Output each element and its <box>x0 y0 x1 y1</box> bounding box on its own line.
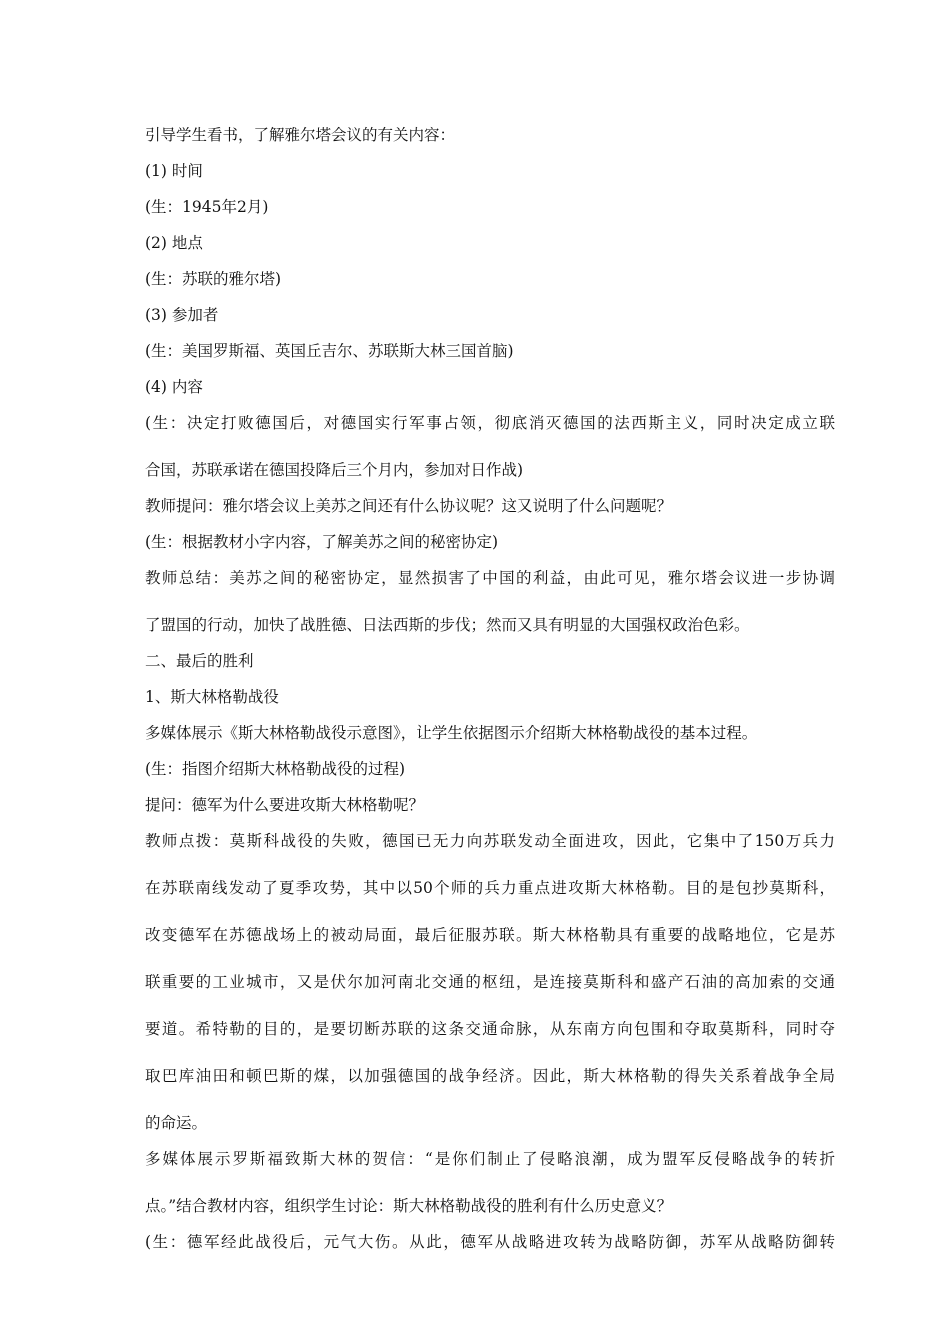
text-line-answer-participants: (生：美国罗斯福、英国丘吉尔、苏联斯大林三国首脑) <box>145 342 514 360</box>
text-line-teacher-question: 教师提问：雅尔塔会议上美苏之间还有什么协议呢？这又说明了什么问题呢？ <box>145 497 673 515</box>
text-line-teacher-hint-4: 联重要的工业城市，又是伏尔加河南北交通的枢纽，是连接莫斯科和盛产石油的高加索的交通 <box>145 973 835 991</box>
text-line-teacher-hint-3: 改变德军在苏德战场上的被动局面，最后征服苏联。斯大林格勒具有重要的战略地位，它是苏 <box>145 926 835 944</box>
text-line-teacher-hint-2: 在苏联南线发动了夏季攻势，其中以50个师的兵力重点进攻斯大林格勒。目的是包抄莫斯科， <box>145 879 835 897</box>
text-line-answer-time: (生：1945年2月) <box>145 198 269 216</box>
section-heading: 二、最后的胜利 <box>145 652 254 670</box>
text-line-teacher-hint-7: 的命运。 <box>145 1114 208 1132</box>
text-line-multimedia-letter-2: 点。”结合教材内容，组织学生讨论：斯大林格勒战役的胜利有什么历史意义？ <box>145 1197 673 1215</box>
document-body <box>145 124 835 1253</box>
text-line-student-significance: (生：德军经此战役后，元气大伤。从此，德军从战略进攻转为战略防御，苏军从战略防御转 <box>145 1233 835 1251</box>
text-line-answer-content-2: 合国，苏联承诺在德国投降后三个月内，参加对日作战) <box>145 461 524 479</box>
text-line-question-why: 提问：德军为什么要进攻斯大林格勒呢？ <box>145 796 425 814</box>
text-line-item-content: (4) 内容 <box>145 378 203 396</box>
text-line-student-answer: (生：根据教材小字内容，了解美苏之间的秘密协定) <box>145 533 499 551</box>
text-line-item-place: (2) 地点 <box>145 234 203 252</box>
subsection-heading: 1、斯大林格勒战役 <box>145 688 279 706</box>
text-line-teacher-summary-1: 教师总结：美苏之间的秘密协定，显然损害了中国的利益，由此可见，雅尔塔会议进一步协调 <box>145 569 835 587</box>
text-line-intro: 引导学生看书，了解雅尔塔会议的有关内容： <box>145 126 456 144</box>
text-line-multimedia-map: 多媒体展示《斯大林格勒战役示意图》，让学生依据图示介绍斯大林格勒战役的基本过程。 <box>145 724 758 742</box>
text-line-item-participants: (3) 参加者 <box>145 306 219 324</box>
text-line-multimedia-letter-1: 多媒体展示罗斯福致斯大林的贺信：“是你们制止了侵略浪潮，成为盟军反侵略战争的转折 <box>145 1150 835 1168</box>
text-line-teacher-hint-6: 取巴库油田和顿巴斯的煤，以加强德国的战争经济。因此，斯大林格勒的得失关系着战争全局 <box>145 1067 835 1085</box>
text-line-teacher-hint-1: 教师点拨：莫斯科战役的失败，德国已无力向苏联发动全面进攻，因此，它集中了150万兵力 <box>145 832 835 850</box>
text-line-student-map: (生：指图介绍斯大林格勒战役的过程) <box>145 760 406 778</box>
text-line-answer-place: (生：苏联的雅尔塔) <box>145 270 282 288</box>
text-line-answer-content-1: (生：决定打败德国后，对德国实行军事占领，彻底消灭德国的法西斯主义，同时决定成立联 <box>145 414 835 432</box>
text-line-item-time: (1) 时间 <box>145 162 203 180</box>
text-line-teacher-hint-5: 要道。希特勒的目的，是要切断苏联的这条交通命脉，从东南方向包围和夺取莫斯科，同时夺 <box>145 1020 835 1038</box>
text-line-teacher-summary-2: 了盟国的行动，加快了战胜德、日法西斯的步伐；然而又具有明显的大国强权政治色彩。 <box>145 616 750 634</box>
